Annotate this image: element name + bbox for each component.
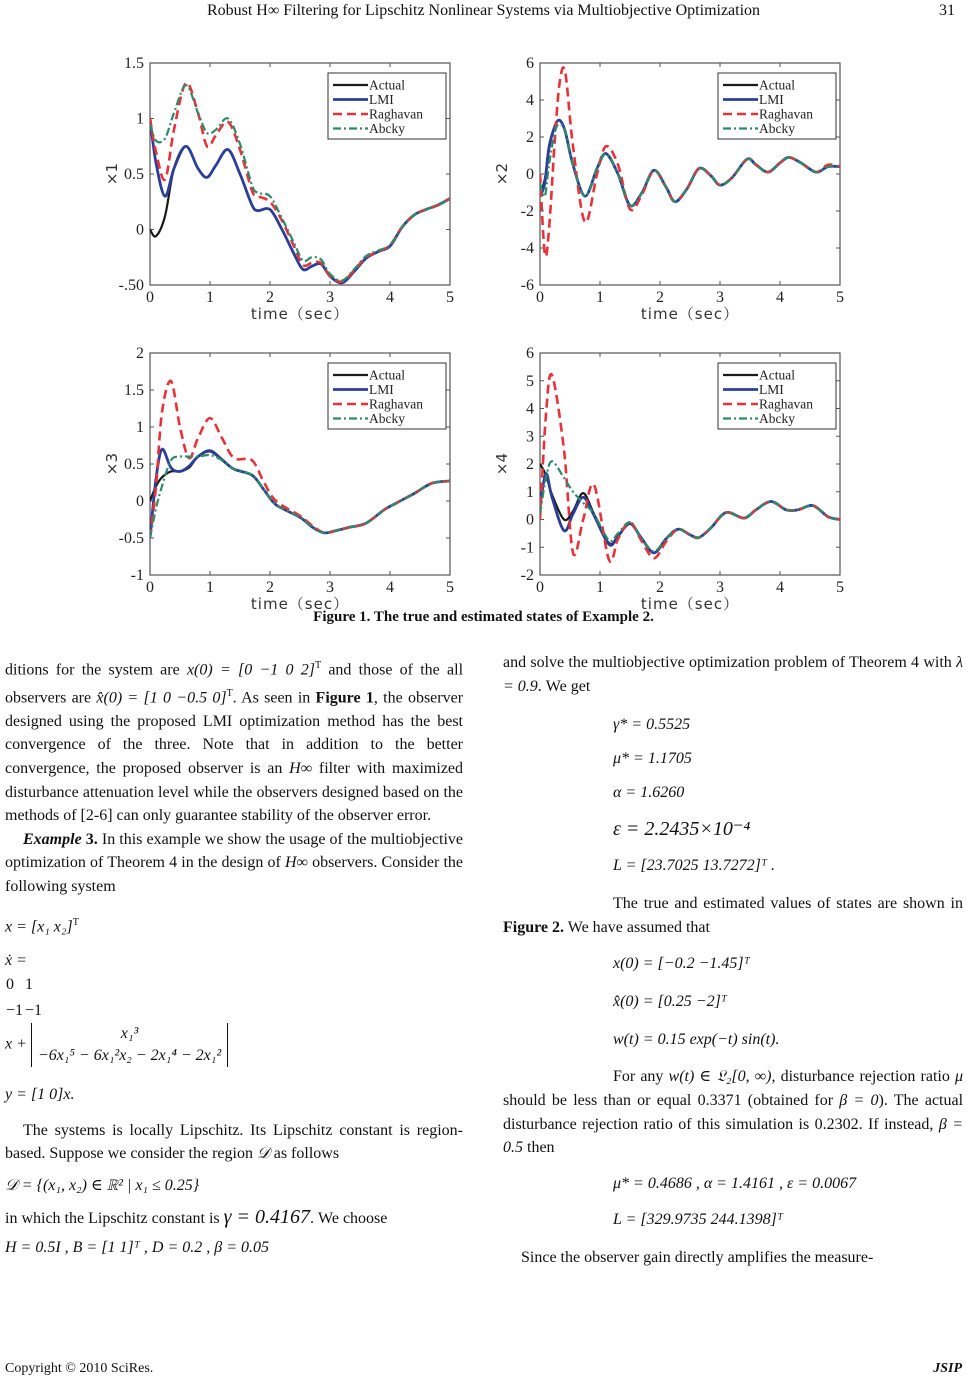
matrix-cell: −1 <box>25 1001 43 1019</box>
paragraph-observer-gain: Since the observer gain directly amplifies the measure- <box>521 1248 874 1266</box>
assumption-xhat0: x̂(0) = [0.25 −2]ᵀ <box>613 993 727 1011</box>
figure-caption: Figure 1. The true and estimated states of Example 2. <box>313 609 654 625</box>
x-tick-label: 5 <box>446 579 454 596</box>
matrix-cell: x₁³ <box>120 1025 139 1043</box>
x-tick-label: 5 <box>446 289 454 306</box>
equation-dynamics <box>5 949 463 973</box>
equation-gamma: γ = 0.4167 <box>223 1205 311 1228</box>
x-tick-label: 2 <box>266 579 274 596</box>
legend <box>328 363 446 429</box>
x-tick-label: 1 <box>596 579 604 596</box>
y-tick-label: 0 <box>526 166 534 183</box>
text: and solve the multiobjective optimization problem of Theorem 4 with <box>503 654 952 671</box>
result-epsilon: ε = 2.2435×10⁻⁴ <box>613 818 751 841</box>
text: should be less than or equal 0.3371 (obtained for <box>503 1091 834 1109</box>
text: , disturbance rejection ratio <box>771 1068 950 1086</box>
results2-line1: μ* = 0.4686 , α = 1.4161 , ε = 0.0067 <box>613 1174 857 1192</box>
chart-svg <box>493 55 855 323</box>
x-axis-label: time（sec） <box>250 595 350 613</box>
x-tick-label: 2 <box>266 289 274 306</box>
symbol-hinf: H∞ <box>289 760 313 778</box>
text: in which the Lipschitz constant is <box>5 1209 220 1227</box>
x-axis-label: time（sec） <box>640 305 740 323</box>
y-tick-label: 1 <box>136 110 144 128</box>
x-tick-label: 0 <box>146 579 154 596</box>
equation-text: x = [x₁ x₂] <box>5 917 73 935</box>
text: . We get <box>537 677 591 695</box>
y-tick-label: 1 <box>526 483 534 501</box>
text: The systems is locally Lipschitz. Its Lipschitz constant is region-based. Suppose we consider the region <box>5 1121 463 1163</box>
y-axis-label: ×3 <box>103 452 121 476</box>
right-column <box>503 651 963 1269</box>
assumption-x0: x(0) = [−0.2 −1.45]ᵀ <box>613 955 750 973</box>
x-axis-label: time（sec） <box>250 305 350 323</box>
y-axis-label: ×4 <box>493 452 511 476</box>
chart-x4 <box>493 345 855 613</box>
legend-label-lmi: LMI <box>759 382 784 397</box>
legend-label-lmi: LMI <box>369 92 394 107</box>
result-gain-l: L = [23.7025 13.7272]ᵀ . <box>613 857 776 875</box>
x-tick-label: 4 <box>386 289 394 306</box>
example-label: Example <box>23 830 82 848</box>
equation-region: 𝒟 = {(x₁, x₂) ∈ ℝ² | x₁ ≤ 0.25} <box>5 1177 200 1195</box>
x-tick-label: 4 <box>776 579 784 596</box>
legend-label-abcky: Abcky <box>759 411 795 426</box>
x-tick-label: 2 <box>656 579 664 596</box>
symbol-region: 𝒟 <box>256 1145 270 1163</box>
text: then <box>527 1139 555 1157</box>
legend-label-actual: Actual <box>759 77 795 93</box>
paragraph-solve <box>503 651 963 698</box>
equation-beta05: β = 0.5 <box>503 1115 964 1157</box>
legend <box>718 73 836 139</box>
legend-label-raghavan: Raghavan <box>759 106 813 122</box>
chart-svg <box>103 55 465 323</box>
y-tick-label: -0.5 <box>118 530 144 547</box>
equation-beta0: β = 0 <box>839 1091 879 1109</box>
y-tick-label: 5 <box>526 372 534 390</box>
x-tick-label: 4 <box>386 579 394 596</box>
symbol-hinf: H∞ <box>284 854 308 872</box>
y-tick-label: 0.5 <box>124 456 144 473</box>
results2-line2: L = [329.9735 244.1398]ᵀ <box>613 1210 784 1228</box>
symbol-mu: μ <box>954 1068 963 1086</box>
legend-label-lmi: LMI <box>759 92 784 107</box>
x-tick-label: 3 <box>326 579 334 596</box>
equation-output: y = [1 0]x. <box>5 1086 75 1104</box>
y-tick-label: 2 <box>526 456 534 473</box>
y-tick-label: 4 <box>526 400 534 418</box>
y-tick-label: 0 <box>526 511 534 529</box>
x-tick-label: 0 <box>536 579 544 596</box>
paragraph-initial-conditions: ditions for the system are x(0) = [0 −1 0 2]$^T$ and those of the all observers are x̂(0) = [1 0 −0.5 0]$^T$. As seen in Figure 1, the observer designed using the proposed LMI optimization method has the best convergence of the three. Note that in addition to the better convergence, the proposed observer is an H∞ filter with maximized disturbance attenuation level while the observers designed based on the methods of [2-6] can only guarantee stability of the observer error. <box>5 660 464 825</box>
page-number: 31 <box>939 2 955 19</box>
results2-block <box>503 1166 963 1238</box>
equation-w-space: w(t) ∈ 𝔏₂[0, ∞) <box>668 1068 772 1086</box>
running-title: Robust H∞ Filtering for Lipschitz Nonlinear Systems via Multiobjective Optimization <box>206 2 761 19</box>
chart-x2 <box>493 55 855 323</box>
figure-reference[interactable]: Figure 1 <box>315 689 374 707</box>
x-tick-label: 1 <box>206 579 214 596</box>
copyright: Copyright © 2010 SciRes. <box>5 1361 154 1376</box>
matrix-cell: −1 <box>6 1001 24 1019</box>
paragraph-lipschitz-constant <box>5 1206 463 1231</box>
y-tick-label: -2 <box>520 567 534 584</box>
text: We have assumed that <box>567 918 710 936</box>
text: As seen in <box>241 689 311 707</box>
matrix-cell: −6x₁⁵ − 6x₁²x₂ − 2x₁⁴ − 2x₁² <box>37 1047 222 1065</box>
legend-label-actual: Actual <box>369 367 405 383</box>
left-column <box>5 654 463 1260</box>
x-tick-label: 1 <box>596 289 604 306</box>
y-tick-label: 2 <box>136 345 144 362</box>
x-tick-label: 0 <box>146 289 154 306</box>
y-tick-label: 4 <box>526 92 534 109</box>
y-tick-label: 0 <box>136 221 144 239</box>
equation-text: x + <box>5 1035 27 1053</box>
text: ). The actual disturbance rejection ratio of this simulation is 0.2302. If instead, <box>503 1091 964 1133</box>
example-number: 3. <box>85 830 98 848</box>
x-tick-label: 3 <box>716 289 724 306</box>
paragraph-example-3 <box>5 828 463 899</box>
journal-name: JSIP <box>933 1361 962 1376</box>
y-tick-label: 6 <box>526 345 534 362</box>
y-tick-label: -1 <box>520 539 534 557</box>
text: as follows <box>273 1145 340 1163</box>
legend-label-abcky: Abcky <box>369 411 405 426</box>
chart-x3 <box>103 345 465 613</box>
y-tick-label: 0.5 <box>124 166 144 183</box>
legend <box>328 73 446 139</box>
y-tick-label: 2 <box>526 129 534 146</box>
x-tick-label: 5 <box>836 289 844 306</box>
text: ditions for the system are <box>5 661 180 679</box>
y-tick-label: -4 <box>520 240 534 257</box>
y-tick-label: 1 <box>136 419 144 436</box>
y-tick-label: 3 <box>526 428 534 446</box>
legend-label-raghavan: Raghavan <box>759 396 813 412</box>
figure-reference[interactable]: Figure 2. <box>503 918 565 936</box>
results-block <box>503 708 963 884</box>
equation-lambda: λ = 0.9 <box>503 654 963 695</box>
x-tick-label: 0 <box>536 289 544 306</box>
legend-label-lmi: LMI <box>369 382 394 397</box>
legend <box>718 363 836 429</box>
legend-label-raghavan: Raghavan <box>369 106 423 122</box>
text: , the observer designed using the proposed LMI optimization method has the best convergence of the three. Note that in addition to the better convergence, the proposed observer is an <box>5 689 464 778</box>
paragraph-lipschitz <box>5 1119 463 1166</box>
y-tick-label: 1.5 <box>124 382 144 399</box>
x-tick-label: 2 <box>656 289 664 306</box>
y-tick-label: 1.5 <box>124 55 144 72</box>
y-tick-label: -1 <box>130 567 144 584</box>
text: For any <box>613 1068 664 1086</box>
assumptions-block <box>503 945 963 1059</box>
y-tick-label: 0 <box>136 493 144 510</box>
text: and those of the all observers are <box>5 661 464 707</box>
result-mu: μ* = 1.1705 <box>613 750 692 768</box>
x-tick-label: 3 <box>326 289 334 306</box>
equation-xhat0: x̂(0) = [1 0 −0.5 0] <box>96 689 227 707</box>
legend-label-abcky: Abcky <box>369 121 405 136</box>
text: . We choose <box>310 1209 388 1227</box>
y-tick-label: -.50 <box>118 277 144 294</box>
chart-svg <box>103 345 465 613</box>
equation-text: ẋ = <box>5 951 27 969</box>
result-alpha: α = 1.6260 <box>613 784 685 802</box>
text: observers. Consider the following system <box>5 854 464 895</box>
y-tick-label: 6 <box>526 55 534 72</box>
chart-svg <box>493 345 855 613</box>
legend-label-raghavan: Raghavan <box>369 396 423 412</box>
y-tick-label: -2 <box>520 203 534 220</box>
result-gamma: γ* = 0.5525 <box>613 716 691 734</box>
running-head <box>0 2 967 24</box>
matrix-cell: 0 <box>6 976 14 994</box>
paragraph-figure2 <box>503 892 963 939</box>
y-axis-label: ×1 <box>103 162 121 186</box>
legend-label-actual: Actual <box>759 367 795 383</box>
x-tick-label: 1 <box>206 289 214 306</box>
equation-x0: x(0) = [0 −1 0 2] <box>186 661 315 679</box>
equation-state-vector: x = [x₁ x₂]$^T$ <box>5 916 79 935</box>
matrix-nonlinear <box>31 1023 228 1067</box>
y-tick-label: -6 <box>520 277 534 294</box>
y-axis-label: ×2 <box>493 162 511 186</box>
chart-x1 <box>103 55 465 323</box>
text: In this example we show the usage of the multiobjective optimization of Theorem 4 in the design of <box>5 830 464 872</box>
x-tick-label: 5 <box>836 579 844 596</box>
x-tick-label: 3 <box>716 579 724 596</box>
matrix-cell: 1 <box>25 976 34 994</box>
paragraph-rejection <box>503 1065 963 1159</box>
equation-parameters: H = 0.5I , B = [1 1]ᵀ , D = 0.2 , β = 0.05 <box>5 1239 269 1257</box>
text: filter with maximized disturbance attenuation level while the observers designed based on the methods of [2-6] can only guarantee stability of the observer error. <box>5 760 464 825</box>
assumption-disturbance: w(t) = 0.15 exp(−t) sin(t). <box>613 1031 780 1049</box>
legend-label-actual: Actual <box>369 77 405 93</box>
legend-label-abcky: Abcky <box>759 121 795 136</box>
x-tick-label: 4 <box>776 289 784 306</box>
text: The true and estimated values of states are shown in <box>613 895 963 913</box>
x-axis-label: time（sec） <box>640 595 740 613</box>
